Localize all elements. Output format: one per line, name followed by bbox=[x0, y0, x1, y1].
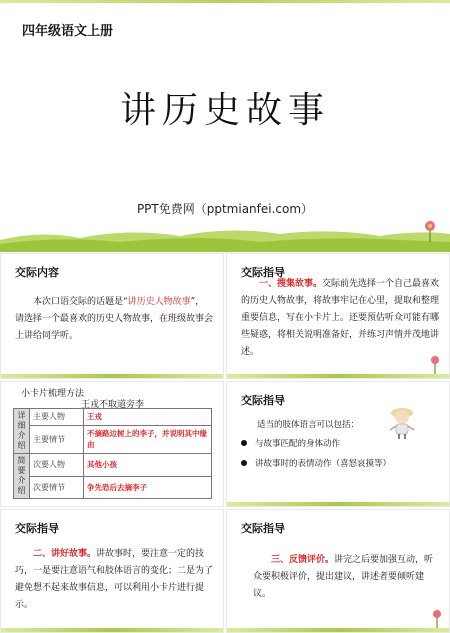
step-text: 讲完之后要加强互动，听众要积极评价，提出建议，讲述者要倾听建议。 bbox=[253, 555, 434, 599]
slide-header: 交际内容 bbox=[15, 266, 59, 279]
step-label: 三、反馈评价。 bbox=[271, 555, 335, 565]
text-before: 本次口语交际的话题是“ bbox=[33, 297, 128, 307]
step-label: 二、讲好故事。 bbox=[33, 549, 97, 559]
bottom-grass-strip bbox=[227, 374, 449, 378]
slide-body-language bbox=[226, 381, 450, 507]
step-label: 一、搜集故事。 bbox=[259, 279, 323, 289]
table-row bbox=[14, 454, 212, 477]
title-slide bbox=[0, 0, 450, 252]
bullet-list bbox=[241, 437, 391, 477]
slide-card-method bbox=[0, 381, 224, 507]
row-key: 次要人物 bbox=[30, 454, 84, 477]
side-label: 简要介绍 bbox=[14, 454, 30, 499]
row-key: 次要情节 bbox=[30, 476, 84, 499]
slide-content-topic bbox=[0, 253, 224, 379]
guide-paragraph bbox=[15, 546, 215, 614]
story-card-table bbox=[13, 408, 212, 499]
slide-guide-feedback bbox=[226, 509, 450, 633]
slide-guide-tell bbox=[0, 509, 224, 633]
grass-decoration bbox=[0, 222, 450, 252]
top-grass-strip bbox=[0, 0, 450, 3]
site-label: PPT免费网（pptmianfei.com） bbox=[136, 202, 314, 216]
row-key: 主要情节 bbox=[30, 425, 84, 453]
bullet-icon bbox=[241, 440, 247, 446]
table-row bbox=[14, 476, 212, 499]
row-value: 争先恐后去摘李子 bbox=[84, 476, 212, 499]
grade-label: 四年级语文上册 bbox=[22, 24, 114, 39]
slide-header: 交际指导 bbox=[241, 394, 285, 407]
guide-paragraph bbox=[241, 276, 441, 361]
bullet-text: 与故事匹配的身体动作 bbox=[255, 439, 341, 449]
bullet-icon bbox=[241, 460, 247, 466]
flower-icon bbox=[429, 608, 445, 630]
bottom-grass-strip bbox=[1, 628, 223, 632]
side-label: 详细介绍 bbox=[14, 409, 30, 454]
table-row bbox=[14, 409, 212, 426]
intro-text: 适当的肢体语言可以包括： bbox=[257, 420, 360, 430]
guide-paragraph bbox=[253, 552, 441, 603]
step-text: 讲故事时，要注意一定的技巧，一是要注意语气和肢体语言的变化；二是为了避免想不起来故事信息，可以利用小卡片进行提示。 bbox=[15, 549, 214, 610]
row-value: 王戎 bbox=[84, 409, 212, 426]
slide-header: 交际指导 bbox=[241, 522, 285, 535]
row-value: 其他小孩 bbox=[84, 454, 212, 477]
page-title: 讲历史故事 bbox=[119, 90, 330, 131]
flower-icon bbox=[420, 218, 440, 242]
slide-header: 交际指导 bbox=[15, 522, 59, 535]
bottom-grass-strip bbox=[1, 374, 223, 378]
topic-paragraph bbox=[15, 294, 213, 345]
story-title: 王戎不取道旁李 bbox=[81, 400, 145, 410]
bottom-grass-strip bbox=[227, 502, 449, 506]
list-item bbox=[241, 437, 391, 449]
step-text: 交际前先选择一个自己最喜欢的历史人物故事，将故事牢记在心里，提取和整理重要信息，写在小卡片上。还要预估听众可能有哪些疑惑，将相关说明准备好，并练习声情并茂地讲述。 bbox=[241, 279, 440, 357]
slide-header: 小卡片梳理方法 bbox=[21, 389, 85, 399]
table-row bbox=[14, 425, 212, 453]
text-after: ”，请选择一个最喜欢的历史人物故事，在班级故事会上讲给同学听。 bbox=[15, 297, 214, 341]
bullet-text: 讲故事时的表情动作（喜怒哀摸等） bbox=[255, 459, 392, 469]
topic-highlight: 讲历史人物故事 bbox=[127, 297, 191, 307]
slide-guide-collect bbox=[226, 253, 450, 379]
row-value: 不摘路边树上的李子，并说明其中缘由 bbox=[84, 425, 212, 453]
list-item bbox=[241, 457, 391, 469]
row-key: 主要人物 bbox=[30, 409, 84, 426]
flower-icon bbox=[427, 354, 443, 376]
slide-header: 交际指导 bbox=[241, 266, 285, 279]
child-illustration-icon bbox=[387, 404, 417, 440]
bottom-grass-strip bbox=[227, 628, 449, 632]
